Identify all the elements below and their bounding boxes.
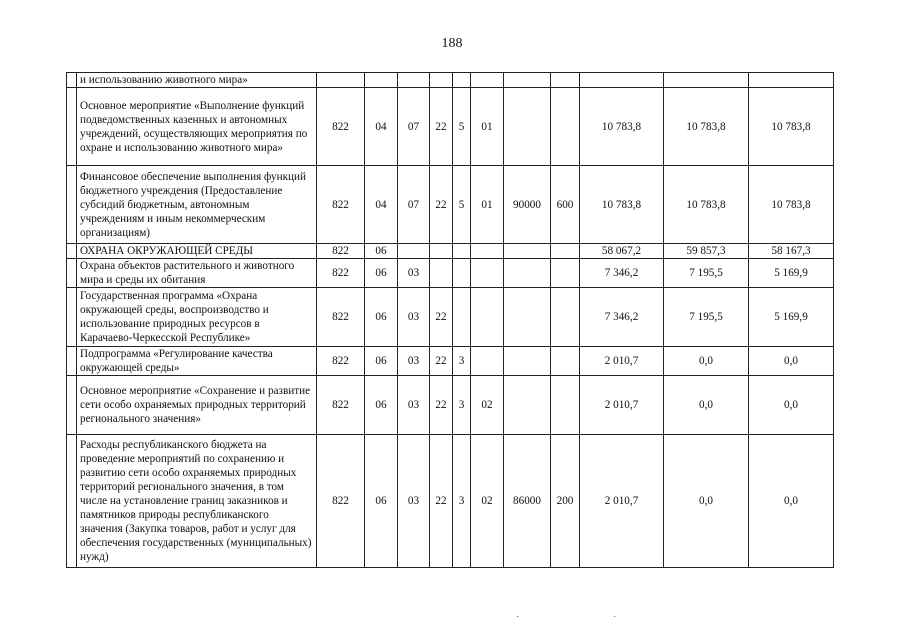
section-code-cell: 04 xyxy=(365,88,398,166)
event-code-cell: 02 xyxy=(471,376,504,435)
event-code-cell xyxy=(471,259,504,288)
expense-type-code-cell xyxy=(551,376,580,435)
subsection-code-cell: 03 xyxy=(398,347,430,376)
event-code-cell xyxy=(471,288,504,347)
blank-cell xyxy=(67,166,77,244)
program-code-cell: 22 xyxy=(430,288,453,347)
event-code-cell: 02 xyxy=(471,435,504,568)
ministry-code-cell: 822 xyxy=(317,244,365,259)
ministry-code-cell xyxy=(317,73,365,88)
page-number: 188 xyxy=(441,36,463,51)
row-name-cell: ОХРАНА ОКРУЖАЮЩЕЙ СРЕДЫ xyxy=(77,244,317,259)
amount-year3-cell xyxy=(749,73,834,88)
amount-year3-cell: 58 167,3 xyxy=(749,244,834,259)
ministry-code-cell: 822 xyxy=(317,288,365,347)
blank-cell xyxy=(67,73,77,88)
subprogram-code-cell: 5 xyxy=(453,166,471,244)
program-code-cell: 22 xyxy=(430,435,453,568)
subsection-code-cell: 03 xyxy=(398,435,430,568)
row-name-cell: и использованию животного мира» xyxy=(77,73,317,88)
row-name-cell: Основное мероприятие «Сохранение и развитие сети особо охраняемых природных территорий регионального значения» xyxy=(77,376,317,435)
direction-code-cell xyxy=(504,73,551,88)
amount-year3-cell: 0,0 xyxy=(749,435,834,568)
amount-year1-cell: 7 346,2 xyxy=(580,288,664,347)
amount-year1-cell: 58 067,2 xyxy=(580,244,664,259)
table-row xyxy=(67,435,834,568)
subprogram-code-cell xyxy=(453,259,471,288)
expense-type-code-cell xyxy=(551,288,580,347)
amount-year3-cell: 5 169,9 xyxy=(749,288,834,347)
program-code-cell: 22 xyxy=(430,376,453,435)
subprogram-code-cell: 3 xyxy=(453,435,471,568)
blank-cell xyxy=(67,88,77,166)
direction-code-cell xyxy=(504,347,551,376)
row-name-cell: Государственная программа «Охрана окружающей среды, воспроизводство и использование природных ресурсов в Карачаево-Черкесской Республике» xyxy=(77,288,317,347)
table-row xyxy=(67,259,834,288)
amount-year1-cell: 10 783,8 xyxy=(580,166,664,244)
direction-code-cell: 90000 xyxy=(504,166,551,244)
ministry-code-cell: 822 xyxy=(317,347,365,376)
section-code-cell: 04 xyxy=(365,166,398,244)
amount-year1-cell: 7 346,2 xyxy=(580,259,664,288)
section-code-cell xyxy=(365,73,398,88)
subprogram-code-cell: 5 xyxy=(453,88,471,166)
row-name-cell: Финансовое обеспечение выполнения функций бюджетного учреждения (Предоставление субсидий бюджетным, автономным учреждениям и иным некоммерческим организациям) xyxy=(77,166,317,244)
budget-table xyxy=(66,72,834,568)
table-row xyxy=(67,73,834,88)
subprogram-code-cell xyxy=(453,244,471,259)
section-code-cell: 06 xyxy=(365,288,398,347)
amount-year2-cell: 7 195,5 xyxy=(664,259,749,288)
expense-type-code-cell xyxy=(551,347,580,376)
amount-year3-cell: 5 169,9 xyxy=(749,259,834,288)
table-row xyxy=(67,376,834,435)
subsection-code-cell: 03 xyxy=(398,259,430,288)
table-row xyxy=(67,88,834,166)
table-row xyxy=(67,166,834,244)
direction-code-cell: 86000 xyxy=(504,435,551,568)
table-row xyxy=(67,244,834,259)
row-name-cell: Охрана объектов растительного и животного мира и среды их обитания xyxy=(77,259,317,288)
subsection-code-cell: 03 xyxy=(398,376,430,435)
section-code-cell: 06 xyxy=(365,347,398,376)
event-code-cell xyxy=(471,347,504,376)
section-code-cell: 06 xyxy=(365,259,398,288)
row-name-cell: Расходы республиканского бюджета на проведение мероприятий по сохранению и развитию сети особо охраняемых природных территорий регионального значения, в том числе на установление границ заказников и памятников природы республиканского значения (Закупка товаров, работ и услуг для обеспечения государственных (муниципальных) нужд) xyxy=(77,435,317,568)
scan-speck: · xyxy=(613,612,617,623)
amount-year2-cell: 7 195,5 xyxy=(664,288,749,347)
row-name-cell: Основное мероприятие «Выполнение функций подведомственных казенных и автономных учреждений, осуществляющих мероприятия по охране и использованию животного мира» xyxy=(77,88,317,166)
event-code-cell: 01 xyxy=(471,88,504,166)
table-row xyxy=(67,288,834,347)
amount-year3-cell: 10 783,8 xyxy=(749,166,834,244)
expense-type-code-cell xyxy=(551,73,580,88)
amount-year3-cell: 10 783,8 xyxy=(749,88,834,166)
program-code-cell: 22 xyxy=(430,88,453,166)
program-code-cell xyxy=(430,259,453,288)
direction-code-cell xyxy=(504,259,551,288)
amount-year1-cell: 2 010,7 xyxy=(580,435,664,568)
amount-year2-cell: 10 783,8 xyxy=(664,88,749,166)
section-code-cell: 06 xyxy=(365,376,398,435)
subsection-code-cell: 07 xyxy=(398,88,430,166)
blank-cell xyxy=(67,259,77,288)
ministry-code-cell: 822 xyxy=(317,435,365,568)
event-code-cell xyxy=(471,73,504,88)
amount-year1-cell xyxy=(580,73,664,88)
ministry-code-cell: 822 xyxy=(317,259,365,288)
ministry-code-cell: 822 xyxy=(317,88,365,166)
table-row xyxy=(67,347,834,376)
program-code-cell xyxy=(430,244,453,259)
program-code-cell xyxy=(430,73,453,88)
blank-cell xyxy=(67,244,77,259)
section-code-cell: 06 xyxy=(365,435,398,568)
blank-cell xyxy=(67,288,77,347)
scan-speck: · xyxy=(516,612,520,623)
amount-year2-cell: 0,0 xyxy=(664,347,749,376)
expense-type-code-cell: 600 xyxy=(551,166,580,244)
program-code-cell: 22 xyxy=(430,166,453,244)
row-name-cell: Подпрограмма «Регулирование качества окружающей среды» xyxy=(77,347,317,376)
amount-year3-cell: 0,0 xyxy=(749,347,834,376)
expense-type-code-cell xyxy=(551,259,580,288)
ministry-code-cell: 822 xyxy=(317,376,365,435)
amount-year1-cell: 10 783,8 xyxy=(580,88,664,166)
subprogram-code-cell: 3 xyxy=(453,376,471,435)
amount-year1-cell: 2 010,7 xyxy=(580,376,664,435)
event-code-cell xyxy=(471,244,504,259)
subsection-code-cell xyxy=(398,73,430,88)
blank-cell xyxy=(67,435,77,568)
blank-cell xyxy=(67,376,77,435)
event-code-cell: 01 xyxy=(471,166,504,244)
direction-code-cell xyxy=(504,88,551,166)
amount-year3-cell: 0,0 xyxy=(749,376,834,435)
amount-year2-cell: 0,0 xyxy=(664,435,749,568)
amount-year2-cell: 0,0 xyxy=(664,376,749,435)
direction-code-cell xyxy=(504,376,551,435)
blank-cell xyxy=(67,347,77,376)
direction-code-cell xyxy=(504,244,551,259)
subprogram-code-cell: 3 xyxy=(453,347,471,376)
program-code-cell: 22 xyxy=(430,347,453,376)
subprogram-code-cell xyxy=(453,73,471,88)
expense-type-code-cell xyxy=(551,88,580,166)
ministry-code-cell: 822 xyxy=(317,166,365,244)
subprogram-code-cell xyxy=(453,288,471,347)
amount-year2-cell: 10 783,8 xyxy=(664,166,749,244)
expense-type-code-cell xyxy=(551,244,580,259)
expense-type-code-cell: 200 xyxy=(551,435,580,568)
subsection-code-cell xyxy=(398,244,430,259)
amount-year2-cell: 59 857,3 xyxy=(664,244,749,259)
direction-code-cell xyxy=(504,288,551,347)
section-code-cell: 06 xyxy=(365,244,398,259)
subsection-code-cell: 03 xyxy=(398,288,430,347)
subsection-code-cell: 07 xyxy=(398,166,430,244)
amount-year1-cell: 2 010,7 xyxy=(580,347,664,376)
amount-year2-cell xyxy=(664,73,749,88)
